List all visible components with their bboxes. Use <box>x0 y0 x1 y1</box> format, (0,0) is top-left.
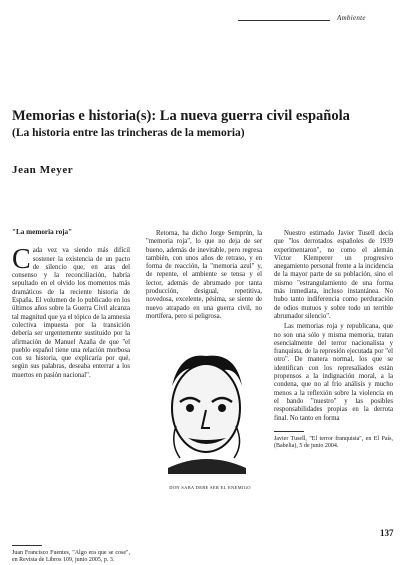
illustration-caption: DON SABA DEBE SER EL ENEMIGO <box>169 485 251 490</box>
column-3-paragraph-1: Nuestro estimado Javier Tusell decía que "los derrotados españoles de 1939 experimentaron", no como el alemán Víctor Klemperer un progresivo anegamiento personal frente a la incidencia de la mayor parte de su población, sino el mismo "estrangulamiento de una forma más inmediata, incluso instantánea. No hubo tanto indiferencia como perduración de odios mutuos y sobre todo un terrible abrumador silencio". <box>274 230 393 320</box>
running-header: Ambiente <box>337 14 366 22</box>
footnote-2 <box>274 431 393 451</box>
footnote-rule <box>274 431 304 432</box>
drop-cap: C <box>12 244 31 276</box>
intro-paragraph <box>12 244 130 380</box>
column-2 <box>146 228 262 321</box>
header-rule <box>238 20 330 21</box>
footnote-1-text: Juan Francisco Fuentes, "Algo era que se cose", en Revista de Libros 109, junio 2005, p. 3. <box>12 550 130 564</box>
caricature-illustration <box>150 346 262 474</box>
column-1 <box>12 228 130 564</box>
section-heading: "La memoria roja" <box>12 228 73 236</box>
footnote-1 <box>12 539 130 565</box>
page-number: 137 <box>380 528 394 538</box>
column-2-paragraph: Retorna, ha dicho Jorge Semprún, la "memoria roja", lo que no deja de ser bueno, además de inevitable, pero regresa también, con unos años de retraso, y en forma de reacción, la "memoria azul" y, de repente, el ambiente se tensa y el lector, además de abrumado por tanta producción, desigual, repetitiva, novedosa, excelente, pésima, se siente de nuevo atrapado en una guerra civil, no mortífera, pero si peligrosa. <box>146 230 262 320</box>
footnote-2-text: Javier Tusell, "El terror franquista", en El País, (Babelia), 5 de junio 2004. <box>274 435 393 450</box>
column-3 <box>274 228 393 451</box>
footnote-rule <box>12 545 42 546</box>
column-3-paragraph-2: Las memorias roja y republicana, que no son una sólo y misma memoria, tratan esencialmente del terror nacionalista y franquista, de la represión ejecutada por "el otro". De manera normal, los que se identifican con los represaliados están propensos a la indignación moral, a la condena, que no al frío análisis y mucho menos a la reflexión sobre la violencia en el bando "nuestro" y las posibles responsabilidades propias en la derrota final. No tanto en forma <box>274 323 393 422</box>
article-title: Memorias e historia(s): La nueva guerra civil española <box>12 108 350 124</box>
intro-text: ada vez va siendo más difícil sostener la existencia de un pacto de silencio que, en aras del consenso y la reconciliación, habría sepultado en el olvido los momentos más dramáticos de la reciente historia de España. El volumen de lo publicado en los últimos años sobre la Guerra Civil alcanza tal magnitud que ya el tópico de la amnesia colectiva impuesta por la transición debería ser urgentemente sustituido por la afirmación de Manuel Azaña de que "el pueblo español tiene una relación morbosa con su historia, que explicaría por qué, según sus palabras, deseaba enterrar a los muertos en pasión nacional". <box>12 247 130 379</box>
article-subtitle: (La historia entre las trincheras de la memoria) <box>12 127 245 139</box>
article-author: Jean Meyer <box>12 164 74 176</box>
